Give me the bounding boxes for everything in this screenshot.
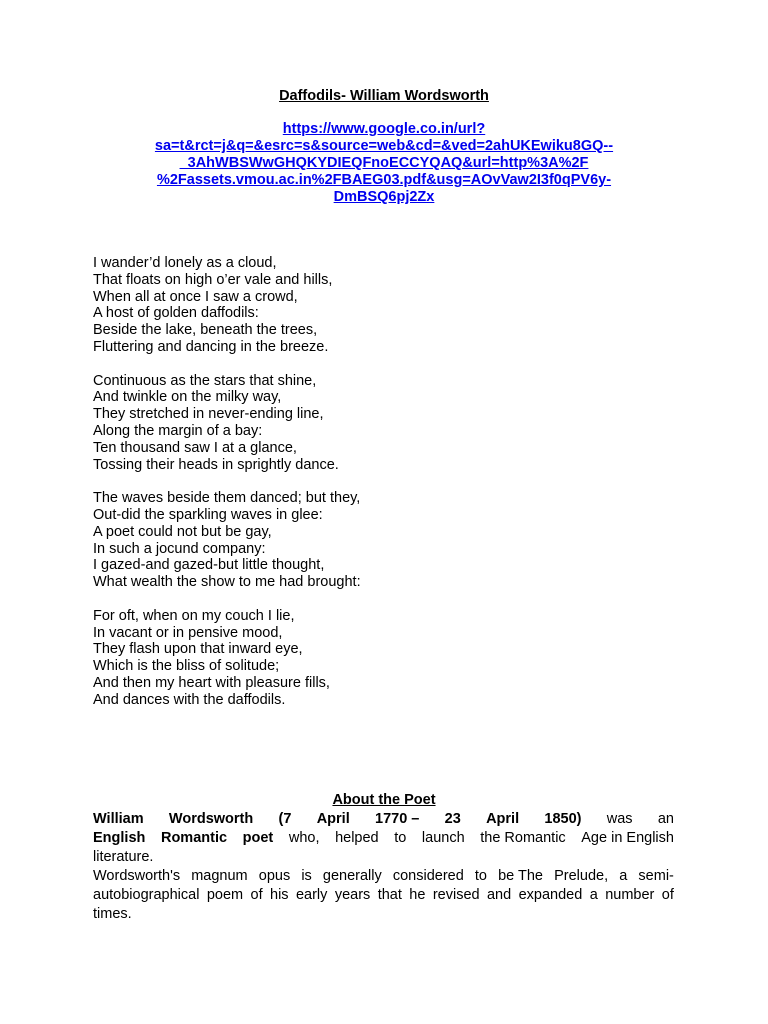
about-word: number: [605, 887, 655, 903]
poem-line: A host of golden daffodils:: [93, 305, 259, 322]
about-line: [93, 810, 674, 829]
about-word: early: [295, 887, 328, 903]
about-word: a: [589, 887, 598, 903]
source-link-line: https://www.google.co.in/url?: [282, 121, 486, 137]
about-word: years: [334, 887, 371, 903]
about-word: 1850): [544, 811, 582, 827]
poem-line: Continuous as the stars that shine,: [93, 372, 317, 389]
about-word: semi-: [638, 868, 674, 884]
poem-line: In such a jocund company:: [93, 540, 266, 557]
about-word: revised: [432, 887, 480, 903]
about-word: was: [606, 811, 633, 827]
source-link-line: %2Fassets.vmou.ac.in%2FBAEG03.pdf&usg=AOvVaw2I3f0qPV6y-: [156, 172, 612, 188]
about-word: and: [486, 887, 512, 903]
poem-line: The waves beside them danced; but they,: [93, 490, 361, 507]
about-word: Romantic: [160, 830, 228, 846]
about-word: his: [270, 887, 289, 903]
about-word: English: [93, 830, 146, 846]
poem-line: And then my heart with pleasure fills,: [93, 674, 330, 691]
poem-line: Along the margin of a bay:: [93, 422, 263, 439]
about-word: of: [661, 887, 674, 903]
poem-line: Tossing their heads in sprightly dance.: [93, 456, 339, 473]
source-link-line: sa=t&rct=j&q=&esrc=s&source=web&cd=&ved=2ahUKEwiku8GQ--: [154, 138, 614, 154]
about-word: 1770 –: [375, 811, 420, 827]
about-line: times.: [93, 906, 132, 922]
about-word: the Romantic: [480, 830, 566, 846]
about-word: Wordsworth's: [93, 868, 181, 884]
about-word: who,: [288, 830, 320, 846]
about-word: magnum: [191, 868, 248, 884]
poem-line: Which is the bliss of solitude;: [93, 658, 280, 675]
about-word: opus: [258, 868, 291, 884]
about-word: be The: [498, 868, 543, 884]
about-line: [93, 867, 674, 886]
poem-line: For oft, when on my couch I lie,: [93, 607, 295, 624]
about-word: Prelude,: [554, 868, 609, 884]
poem-line: I gazed-and gazed-but little thought,: [93, 557, 325, 574]
poem-line: In vacant or in pensive mood,: [93, 624, 283, 641]
about-word: an: [657, 811, 674, 827]
about-word: helped: [335, 830, 379, 846]
about-word: autobiographical: [93, 887, 200, 903]
about-word: (7: [278, 811, 292, 827]
about-heading: About the Poet: [332, 792, 436, 808]
about-word: of: [250, 887, 263, 903]
about-word: April: [316, 811, 350, 827]
poem-line: And dances with the daffodils.: [93, 691, 286, 708]
poem-line: Ten thousand saw I at a glance,: [93, 439, 297, 456]
about-word: poem: [206, 887, 244, 903]
poem-line: Beside the lake, beneath the trees,: [93, 322, 318, 339]
poem-line: And twinkle on the milky way,: [93, 389, 282, 406]
about-line: [93, 829, 674, 848]
about-word: poet: [242, 830, 274, 846]
poem-stanza: [93, 490, 361, 591]
poem-line: I wander’d lonely as a cloud,: [93, 255, 277, 271]
source-link-line: _3AhWBSWwGHQKYDIEQFnoECCYQAQ&url=http%3A%2F: [179, 155, 589, 171]
poem: [93, 255, 361, 709]
about-word: expanded: [518, 887, 583, 903]
about-word: Age in English: [581, 830, 674, 846]
poem-line: When all at once I saw a crowd,: [93, 288, 298, 305]
source-link[interactable]: [130, 121, 638, 206]
about-paragraph: [93, 810, 674, 924]
about-word: 23: [444, 811, 461, 827]
poem-line: Out-did the sparkling waves in glee:: [93, 506, 323, 523]
poem-line: That floats on high o’er vale and hills,: [93, 271, 333, 288]
about-word: William: [93, 811, 144, 827]
about-line: [93, 886, 674, 905]
about-word: that: [377, 887, 402, 903]
about-word: launch: [421, 830, 465, 846]
poem-stanza: [93, 373, 361, 474]
about-word: he: [409, 887, 426, 903]
about-word: to: [394, 830, 407, 846]
about-word: is: [301, 868, 312, 884]
poem-stanza: [93, 608, 361, 709]
about-word: Wordsworth: [168, 811, 254, 827]
poem-line: Fluttering and dancing in the breeze.: [93, 338, 329, 355]
document-title: Daffodils- William Wordsworth: [279, 88, 489, 104]
poem-line: They stretched in never-ending line,: [93, 406, 324, 423]
about-word: generally: [322, 868, 382, 884]
about-line: literature.: [93, 849, 154, 865]
about-word: April: [486, 811, 520, 827]
about-word: to: [474, 868, 487, 884]
poem-line: A poet could not but be gay,: [93, 523, 272, 540]
poem-line: What wealth the show to me had brought:: [93, 574, 361, 591]
about-word: considered: [392, 868, 464, 884]
poem-stanza: [93, 255, 361, 356]
poem-line: They flash upon that inward eye,: [93, 641, 303, 658]
source-link-line: DmBSQ6pj2Zx: [333, 189, 435, 205]
about-word: a: [619, 868, 628, 884]
